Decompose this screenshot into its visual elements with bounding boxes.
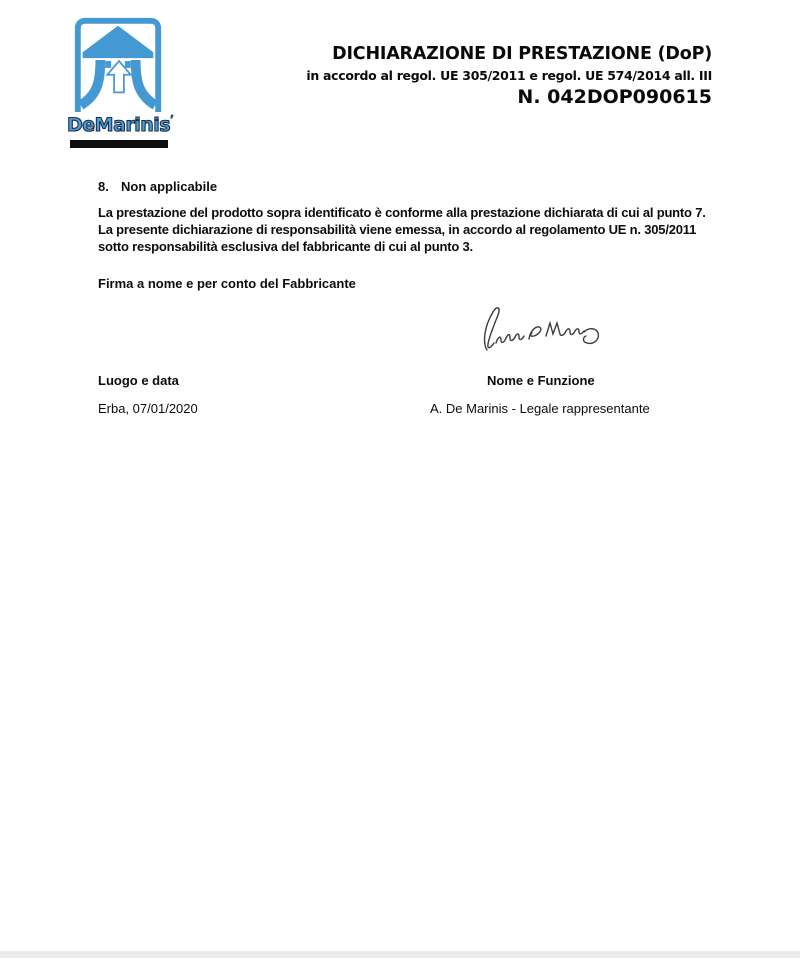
point-number: 8. — [98, 179, 109, 194]
paragraph-line: La presente dichiarazione di responsabilità viene emessa, in accordo al regolamento UE n. 305/2011 — [98, 222, 697, 237]
dop-header — [240, 42, 712, 109]
scan-edge-shadow — [0, 951, 800, 958]
point-8-item — [98, 179, 217, 194]
fireplace-logo-icon — [70, 13, 166, 113]
point-text: Non applicabile — [121, 179, 218, 194]
paragraph-line: La prestazione del prodotto sopra identificato è conforme alla prestazione dichiarata di cui al punto 7. — [98, 205, 706, 220]
logo-wordmark-text: DeMarinis — [67, 114, 171, 136]
name-function-label: Nome e Funzione — [487, 373, 595, 388]
conformity-paragraph — [98, 204, 706, 255]
trademark-mark: ’ — [170, 114, 174, 125]
dop-regulation-line: in accordo al regol. UE 305/2011 e regol. UE 574/2014 all. III — [306, 68, 712, 83]
paragraph-line: sotto responsabilità esclusiva del fabbricante di cui al punto 3. — [98, 239, 473, 254]
handwritten-signature — [472, 299, 612, 357]
dop-title: DICHIARAZIONE DI PRESTAZIONE (DoP) — [332, 44, 712, 64]
signature-heading: Firma a nome e per conto del Fabbricante — [98, 276, 356, 291]
dop-number: N. 042DOP090615 — [517, 86, 712, 108]
logo-wordmark — [67, 114, 173, 136]
place-date-label: Luogo e data — [98, 373, 179, 388]
place-date-value: Erba, 07/01/2020 — [98, 401, 198, 416]
logo-underline-bar — [70, 140, 168, 148]
company-logo — [67, 13, 174, 136]
name-function-value: A. De Marinis - Legale rappresentante — [430, 401, 650, 416]
